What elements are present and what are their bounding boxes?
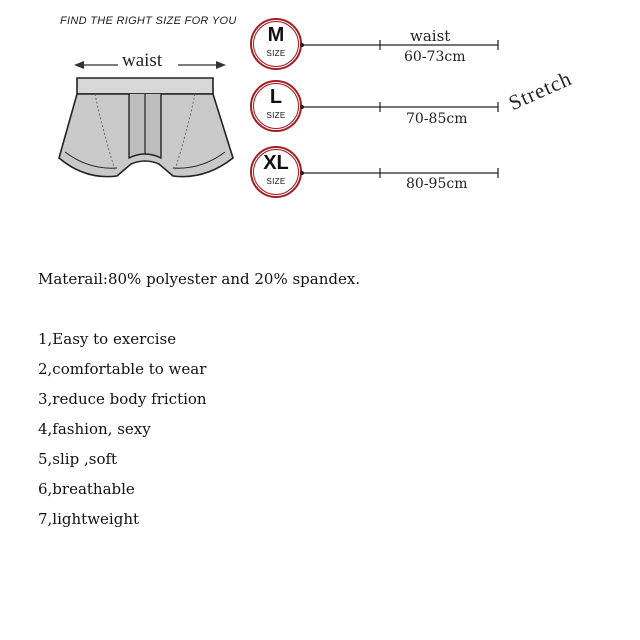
feature-item: 4,fashion, sexy [38,420,151,438]
waist-diagram-label: waist [122,50,163,71]
measurement-lines [296,30,506,190]
waist-column-title: waist [410,27,451,45]
feature-item: 2,comfortable to wear [38,360,207,378]
size-xl-badge [250,146,302,198]
boxer-shorts-icon [55,72,245,187]
size-chart-heading: FIND THE RIGHT SIZE FOR YOU [60,15,237,27]
size-l-range: 70-85cm [406,111,468,127]
feature-item: 6,breathable [38,480,135,498]
size-code: XL [263,152,289,174]
size-label: SIZE [266,111,286,120]
stretch-label: Stretch [504,66,576,116]
feature-item: 1,Easy to exercise [38,330,177,348]
size-label: SIZE [266,177,286,186]
size-code: L [269,86,283,108]
size-m-range: 60-73cm [404,49,466,65]
feature-item: 3,reduce body friction [38,390,207,408]
size-xl-range: 80-95cm [406,176,468,192]
feature-item: 5,slip ,soft [38,450,118,468]
feature-item: 7,lightweight [38,510,140,528]
material-line: Materail:80% polyester and 20% spandex. [38,270,361,288]
size-m-badge [250,18,302,70]
size-code: M [267,24,285,46]
size-label: SIZE [266,49,286,58]
size-l-badge [250,80,302,132]
